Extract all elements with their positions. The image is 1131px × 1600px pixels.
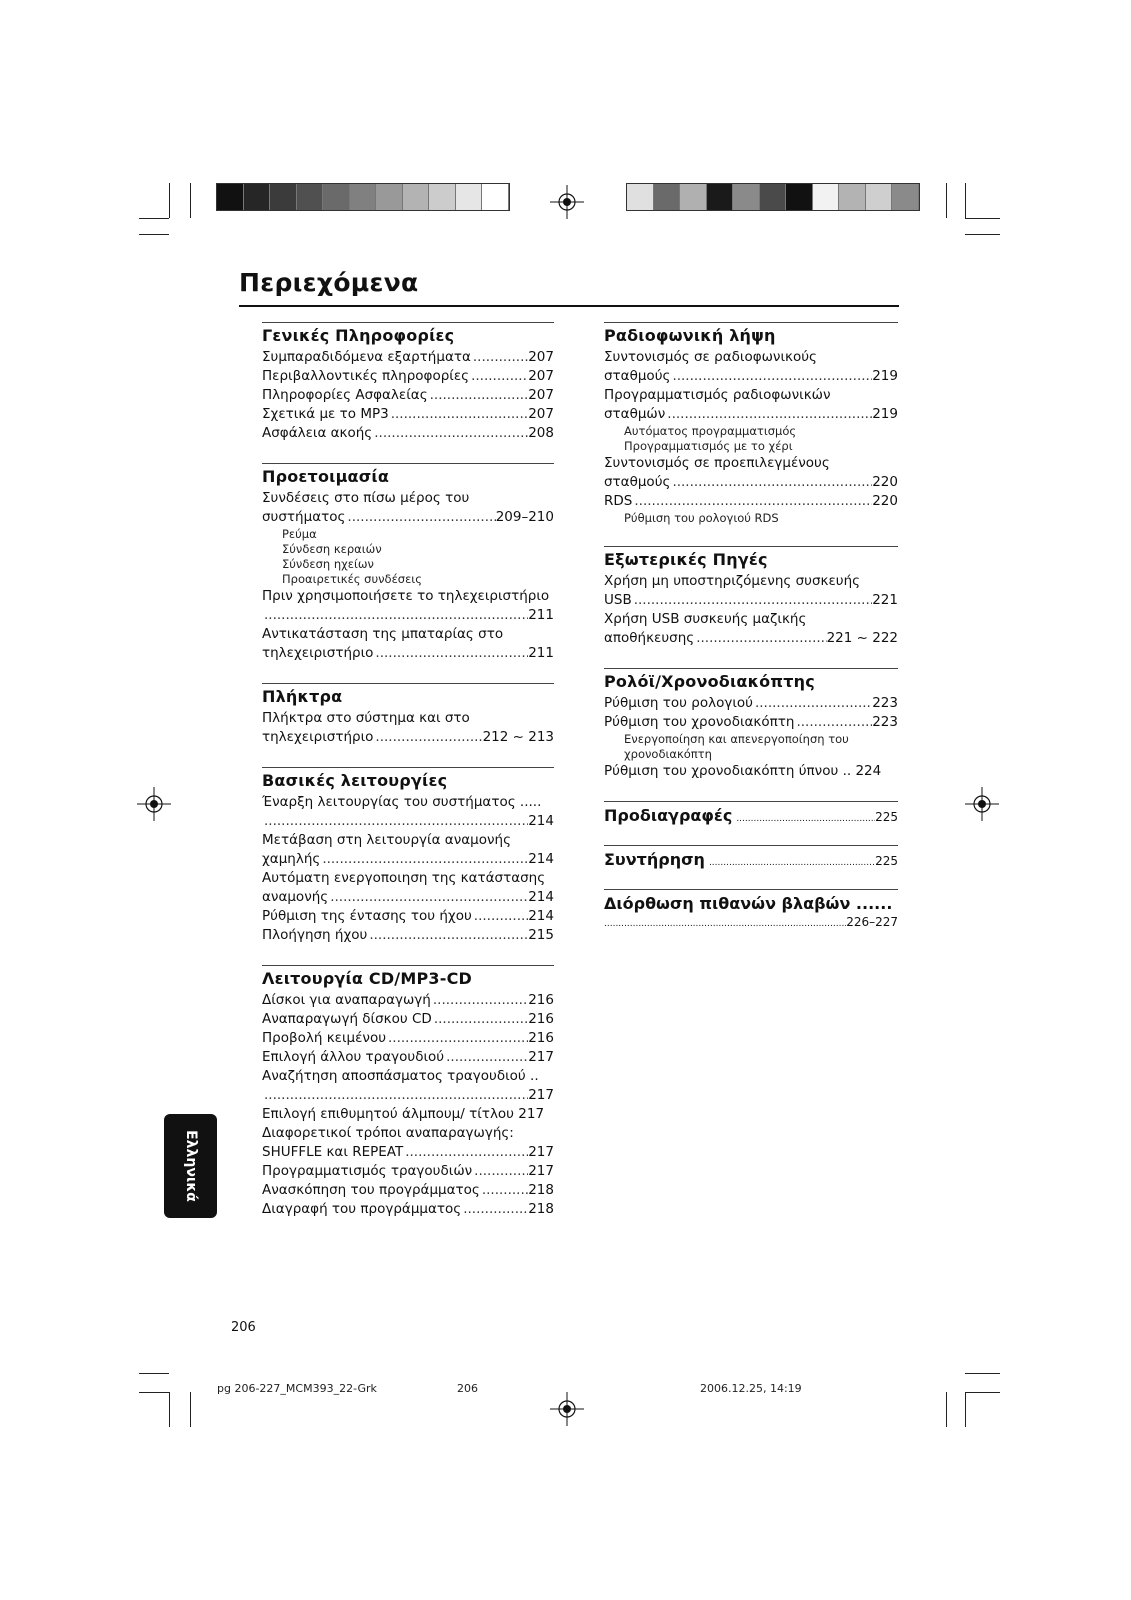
toc-entry[interactable]: Συμπαραδιδόμενα εξαρτήματα ..... 207 xyxy=(262,348,554,367)
toc-section-cd xyxy=(262,965,554,1219)
color-swatch xyxy=(244,184,271,210)
toc-entry[interactable]: τηλεχειριστήριο ..... 211 xyxy=(262,644,554,663)
toc-entry[interactable]: SHUFFLE και REPEAT ..... 217 xyxy=(262,1143,554,1162)
toc-line: Πλήκτρα στο σύστημα και στο xyxy=(262,710,470,726)
toc-entry[interactable]: Ρύθμιση της έντασης του ήχου ..... 214 xyxy=(262,907,554,926)
toc-subitem: χρονοδιακόπτη xyxy=(624,747,712,761)
toc-entry[interactable]: αποθήκευσης ..... 221 ~ 222 xyxy=(604,629,898,648)
toc-section-clock xyxy=(604,668,898,781)
color-swatch xyxy=(733,184,760,210)
color-swatch xyxy=(323,184,350,210)
toc-line: Χρήση USB συσκευής μαζικής xyxy=(604,611,807,627)
page-title: Περιεχόμενα xyxy=(239,268,419,297)
crop-mark xyxy=(965,183,966,218)
language-tab: Ελληνικά xyxy=(164,1114,217,1218)
crop-mark xyxy=(965,1392,966,1427)
toc-line: Συντονισμός σε προεπιλεγμένους xyxy=(604,455,830,471)
color-swatch xyxy=(217,184,244,210)
toc-subitem: Προγραμματισμός με το χέρι xyxy=(624,439,793,453)
toc-entry[interactable]: USB ..... 221 xyxy=(604,591,898,610)
toc-entry[interactable]: Προγραμματισμός τραγουδιών ..... 217 xyxy=(262,1162,554,1181)
section-heading: Πλήκτρα xyxy=(262,683,554,706)
crop-mark xyxy=(169,1392,170,1427)
toc-subitem: Προαιρετικές συνδέσεις xyxy=(282,572,422,586)
toc-entry[interactable]: Πληροφορίες Ασφαλείας ..... 207 xyxy=(262,386,554,405)
toc-entry[interactable]: Ρύθμιση του χρονοδιακόπτη ..... 223 xyxy=(604,713,898,732)
toc-entry[interactable]: RDS ..... 220 xyxy=(604,492,898,511)
color-swatch xyxy=(654,184,681,210)
crop-mark xyxy=(190,1392,191,1427)
crop-mark xyxy=(965,218,1000,219)
section-heading: Ρολόϊ/Χρονοδιακόπτης xyxy=(604,668,898,691)
toc-line: Προγραμματισμός ραδιοφωνικών xyxy=(604,387,831,403)
crop-mark xyxy=(169,183,170,218)
toc-entry[interactable]: Προβολή κειμένου ..... 216 xyxy=(262,1029,554,1048)
toc-entry[interactable]: τηλεχειριστήριο ..... 212 ~ 213 xyxy=(262,728,554,747)
page-number: 206 xyxy=(231,1320,256,1335)
toc-entry[interactable]: Σχετικά με το MP3 ..... 207 xyxy=(262,405,554,424)
toc-entry[interactable]: χαμηλής ..... 214 xyxy=(262,850,554,869)
color-swatch xyxy=(839,184,866,210)
toc-entry[interactable]: Δίσκοι για αναπαραγωγή ..... 216 xyxy=(262,991,554,1010)
section-heading: Εξωτερικές Πηγές xyxy=(604,546,898,569)
toc-entry[interactable]: Αναπαραγωγή δίσκου CD ..... 216 xyxy=(262,1010,554,1029)
color-swatch xyxy=(456,184,483,210)
crop-mark xyxy=(139,218,169,219)
footer-page: 206 xyxy=(457,1382,478,1395)
toc-line: Χρήση μη υποστηριζόμενης συσκευής xyxy=(604,573,861,589)
color-swatch xyxy=(866,184,893,210)
toc-subitem: Σύνδεση ηχείων xyxy=(282,557,374,571)
registration-mark-icon xyxy=(550,185,584,219)
toc-heading-entry[interactable]: Διόρθωση πιθανών βλαβών ...... xyxy=(604,894,893,913)
section-heading: Γενικές Πληροφορίες xyxy=(262,322,554,345)
toc-subitem: Ρεύμα xyxy=(282,527,317,541)
color-swatch xyxy=(429,184,456,210)
toc-section-specs xyxy=(604,801,898,825)
color-swatch xyxy=(482,184,509,210)
toc-subitem: Ενεργοποίηση και απενεργοποίηση του xyxy=(624,732,849,746)
section-heading: Λειτουργία CD/MP3-CD xyxy=(262,965,554,988)
crop-mark xyxy=(946,1392,947,1427)
toc-entry[interactable]: ..... 217 xyxy=(262,1086,554,1105)
crop-mark xyxy=(139,234,169,235)
crop-mark xyxy=(139,1373,169,1374)
section-heading: Ραδιοφωνική λήψη xyxy=(604,322,898,345)
toc-entry[interactable]: συστήματος ..... 209–210 xyxy=(262,508,554,527)
crop-mark xyxy=(965,1373,1000,1374)
footer-filename: pg 206-227_MCM393_22-Grk xyxy=(217,1382,377,1395)
color-calibration-bar-right xyxy=(626,183,920,211)
toc-section-keys xyxy=(262,683,554,747)
toc-left-column xyxy=(262,322,554,1239)
crop-mark xyxy=(965,234,1000,235)
toc-line: Συνδέσεις στο πίσω μέρος του xyxy=(262,490,470,506)
color-swatch xyxy=(376,184,403,210)
toc-line: Έναρξη λειτουργίας του συστήματος ..... xyxy=(262,794,542,810)
crop-mark xyxy=(190,183,191,218)
registration-mark-icon xyxy=(965,787,999,821)
toc-heading-entry[interactable]: Προδιαγραφές ..... 225 xyxy=(604,806,898,825)
toc-section-troubleshooting xyxy=(604,889,898,929)
section-heading: Βασικές λειτουργίες xyxy=(262,767,554,790)
crop-mark xyxy=(965,1392,1000,1393)
registration-mark-icon xyxy=(137,787,171,821)
toc-entry[interactable]: Ασφάλεια ακοής ..... 208 xyxy=(262,424,554,443)
toc-section-preparation xyxy=(262,463,554,663)
toc-line: Συντονισμός σε ραδιοφωνικούς xyxy=(604,349,817,365)
toc-entry[interactable]: σταθμών ..... 219 xyxy=(604,405,898,424)
color-swatch xyxy=(707,184,734,210)
color-swatch xyxy=(892,184,919,210)
color-swatch xyxy=(786,184,813,210)
toc-entry[interactable]: Ρύθμιση του ρολογιού ..... 223 xyxy=(604,694,898,713)
toc-line: Αναζήτηση αποσπάσματος τραγουδιού .. xyxy=(262,1068,539,1084)
toc-entry[interactable]: ..... 214 xyxy=(262,812,554,831)
toc-section-external xyxy=(604,546,898,648)
toc-entry[interactable]: σταθμούς ..... 220 xyxy=(604,473,898,492)
toc-entry[interactable]: ..... 226–227 xyxy=(604,915,898,929)
toc-entry[interactable]: ..... 211 xyxy=(262,606,554,625)
toc-entry[interactable]: Διαγραφή του προγράμματος ..... 218 xyxy=(262,1200,554,1219)
toc-line: Διαφορετικοί τρόποι αναπαραγωγής: xyxy=(262,1125,514,1141)
toc-entry[interactable]: σταθμούς ..... 219 xyxy=(604,367,898,386)
color-calibration-bar-left xyxy=(216,183,510,211)
toc-subitem: Αυτόματος προγραμματισμός xyxy=(624,424,797,438)
toc-line[interactable]: Επιλογή επιθυμητού άλμπουμ/ τίτλου 217 xyxy=(262,1106,545,1122)
toc-entry[interactable]: Ανασκόπηση του προγράμματος ..... 218 xyxy=(262,1181,554,1200)
toc-entry[interactable]: αναμονής ..... 214 xyxy=(262,888,554,907)
toc-subitem: Ρύθμιση του ρολογιού RDS xyxy=(624,511,779,525)
title-rule xyxy=(239,305,899,307)
color-swatch xyxy=(680,184,707,210)
toc-entry[interactable]: Πλοήγηση ήχου ..... 215 xyxy=(262,926,554,945)
color-swatch xyxy=(760,184,787,210)
toc-right-column xyxy=(604,322,898,949)
toc-entry[interactable]: Περιβαλλοντικές πληροφορίες ..... 207 xyxy=(262,367,554,386)
color-swatch xyxy=(297,184,324,210)
toc-section-maintenance xyxy=(604,845,898,869)
toc-line[interactable]: Ρύθμιση του χρονοδιακόπτη ύπνου .. 224 xyxy=(604,763,882,779)
crop-mark xyxy=(946,183,947,218)
toc-section-general xyxy=(262,322,554,443)
crop-mark xyxy=(139,1392,169,1393)
toc-subitem: Σύνδεση κεραιών xyxy=(282,542,382,556)
toc-entry[interactable]: Επιλογή άλλου τραγουδιού ..... 217 xyxy=(262,1048,554,1067)
toc-line: Πριν χρησιμοποιήσετε το τηλεχειριστήριο xyxy=(262,588,550,604)
toc-line: Αυτόματη ενεργοποιηση της κατάστασης xyxy=(262,870,546,886)
color-swatch xyxy=(627,184,654,210)
section-heading: Προετοιμασία xyxy=(262,463,554,486)
color-swatch xyxy=(350,184,377,210)
color-swatch xyxy=(270,184,297,210)
color-swatch xyxy=(813,184,840,210)
toc-section-radio xyxy=(604,322,898,526)
toc-heading-entry[interactable]: Συντήρηση ..... 225 xyxy=(604,850,898,869)
toc-section-basic xyxy=(262,767,554,945)
toc-line: Μετάβαση στη λειτουργία αναμονής xyxy=(262,832,511,848)
toc-line: Αντικατάσταση της μπαταρίας στο xyxy=(262,626,504,642)
registration-mark-icon xyxy=(550,1392,584,1426)
footer-date: 2006.12.25, 14:19 xyxy=(700,1382,802,1395)
color-swatch xyxy=(403,184,430,210)
